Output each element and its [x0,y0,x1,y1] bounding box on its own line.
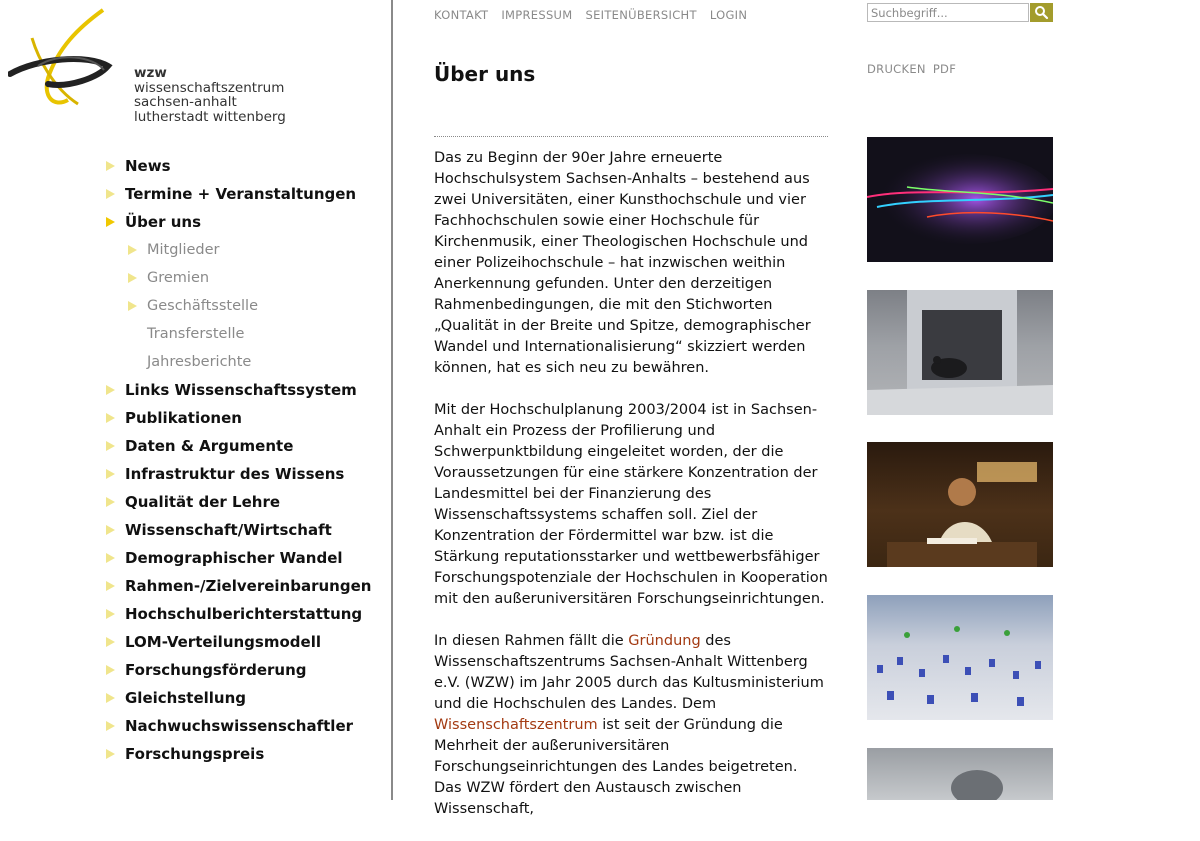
nav-arrow-icon [106,665,115,675]
nav-item-daten-argumente[interactable] [104,432,371,460]
nav-arrow-icon [106,581,115,591]
nav-item-gleichstellung[interactable] [104,684,371,712]
mouse-image [867,290,1053,415]
nav-link[interactable]: Über uns [125,213,201,231]
search-form [867,3,1053,22]
nav-item-rahmen-zielvereinbarungen[interactable] [104,572,371,600]
nav-item-geschaeftsstelle[interactable] [104,292,371,320]
paragraph-text: Das zu Beginn der 90er Jahre erneuerte Hochschulsystem Sachsen-Anhalts – bestehend aus zwei Universitäten, einer Kunsthochschule und vier Fachhochschulen sowie einer Hochschule für Kirchenmusik, einer Theologischen Hochschule und einer Polizeihochschule – hat inzwischen weithin Anerkennung gefunden. Unter den derzeitigen Rahmenbedingungen, die mit den Stichworten „Qualität in der Breite und Spitze, demographischer Wandel und Internationalisierung“ skizziert werden können, hat es sich neu zu bewähren. [434,150,811,376]
nav-item-publikationen[interactable] [104,404,371,432]
drucken-link[interactable]: DRUCKEN [867,62,926,76]
nav-link[interactable]: Demographischer Wandel [125,549,343,567]
nav-item-wissenschaft-wirtschaft[interactable] [104,516,371,544]
search-input[interactable] [867,3,1029,22]
nav-link[interactable]: Hochschulberichterstattung [125,605,363,623]
logo-text [134,66,298,124]
nav-arrow-icon [128,301,137,311]
nav-link[interactable]: Daten & Argumente [125,437,294,455]
nav-link[interactable]: Geschäftsstelle [147,298,258,314]
nav-item-transferstelle[interactable] [104,320,371,348]
inline-link-gruendung[interactable]: Gründung [628,633,701,649]
page-title: Über uns [434,62,536,86]
nav-link[interactable]: Wissenschaft/Wirtschaft [125,521,332,539]
article-body [434,148,828,841]
logo-text-line2: sachsen-anhalt [134,94,237,110]
paragraph-text: des Wissenschaftszentrums Sachsen-Anhalt Wittenberg e.V. (WZW) im Jahr 2005 durch das Kultusministerium und die Hochschulen des Landes. Dem [434,633,824,712]
site-logo[interactable] [8,8,298,125]
nav-item-demographischer-wandel[interactable] [104,544,371,572]
nav-item-forschungspreis[interactable] [104,740,371,768]
logo-text-line1: wissenschaftszentrum [134,79,285,96]
nav-link[interactable]: Rahmen-/Zielvereinbarungen [125,577,372,595]
nav-arrow-icon [106,637,115,647]
logo-mark [8,8,128,118]
nav-link[interactable]: Forschungspreis [125,745,265,763]
nav-arrow-icon [106,217,115,227]
body-paragraph [434,400,828,610]
light-trails-image [867,137,1053,262]
nav-item-infrastruktur-des-wissens[interactable] [104,460,371,488]
body-paragraph [434,148,828,379]
top-link-kontakt[interactable]: KONTAKT [434,8,489,22]
top-link-seitenuebersicht[interactable]: SEITENÜBERSICHT [585,8,697,22]
nav-link[interactable]: Mitglieder [147,242,220,258]
nav-arrow-icon [106,553,115,563]
nav-arrow-icon [106,609,115,619]
nav-arrow-icon [106,441,115,451]
nav-link[interactable]: Jahresberichte [147,354,252,370]
paragraph-text: ist seit der Gründung die Mehrheit der außeruniversitären Forschungseinrichtungen des Landes beigetreten. Das WZW fördert den Austausch zwischen Wissenschaft, [434,717,798,817]
nav-arrow-icon [106,385,115,395]
nav-item-jahresberichte[interactable] [104,348,371,376]
nav-arrow-icon [106,693,115,703]
print-links [867,62,963,76]
paragraph-text: Mit der Hochschulplanung 2003/2004 ist in Sachsen-Anhalt ein Prozess der Profilierung und Schwerpunktbildung eingeleitet worden, der die Voraussetzungen für eine stärkere Konzentration der Landesmittel bei der Finanzierung des Wissenschaftssystems schaffen soll. Ziel der Konzentration der Fördermittel war bzw. ist die Stärkung reputationsstarker und wettbewerbsfähiger Forschungspotenziale der Hochschulen in Kooperation mit den außeruniversitären Forschungseinrichtungen. [434,402,828,607]
top-links [434,8,760,22]
body-paragraph [434,631,828,820]
pdf-link[interactable]: PDF [932,62,957,76]
nav-link[interactable]: Publikationen [125,409,242,427]
nav-link[interactable]: Forschungsförderung [125,661,307,679]
nav-link[interactable]: Infrastruktur des Wissens [125,465,345,483]
main-navigation [104,152,371,768]
nav-link[interactable]: Links Wissenschaftssystem [125,381,357,399]
paragraph-text: In diesen Rahmen fällt die [434,633,629,649]
nav-arrow-icon [106,525,115,535]
nav-item-ueber-uns[interactable] [104,208,371,236]
nav-arrow-icon [128,245,137,255]
nav-arrow-icon [106,497,115,507]
nav-arrow-icon [106,161,115,171]
nav-link[interactable]: LOM-Verteilungsmodell [125,633,321,651]
column-divider [391,0,393,800]
top-link-impressum[interactable]: IMPRESSUM [501,8,573,22]
nav-link[interactable]: Gremien [147,270,210,286]
nav-arrow-icon [128,273,137,283]
nav-item-forschungsfoerderung[interactable] [104,656,371,684]
nav-arrow-icon [106,749,115,759]
title-divider [434,136,828,137]
inline-link-wissenschaftszentrum[interactable]: Wissenschaftszentrum [434,717,598,733]
nav-link[interactable]: Termine + Veranstaltungen [125,185,357,203]
top-link-login[interactable]: LOGIN [709,8,748,22]
logo-text-strong: wzw [134,65,167,81]
nav-link[interactable]: Nachwuchswissenschaftler [125,717,354,735]
left-column [0,0,390,800]
nav-link[interactable]: News [125,157,171,175]
nav-item-gremien[interactable] [104,264,371,292]
nav-item-links-wissenschaftssystem[interactable] [104,376,371,404]
nav-item-qualitaet-der-lehre[interactable] [104,488,371,516]
nav-item-mitglieder[interactable] [104,236,371,264]
nav-item-lom-verteilungsmodell[interactable] [104,628,371,656]
nav-arrow-icon [106,469,115,479]
nav-item-termine-veranstaltungen[interactable] [104,180,371,208]
nav-item-hochschulberichterstattung[interactable] [104,600,371,628]
lab-samples-image [867,595,1053,720]
nav-item-news[interactable] [104,152,371,180]
bottom-partial-image [867,748,1053,800]
nav-arrow-icon [106,413,115,423]
search-button[interactable] [1030,3,1053,22]
woman-reading-image [867,442,1053,567]
nav-link[interactable]: Qualität der Lehre [125,493,281,511]
nav-item-nachwuchswissenschaftler[interactable] [104,712,371,740]
nav-arrow-icon [106,189,115,199]
nav-link[interactable]: Gleichstellung [125,689,246,707]
logo-text-line3: lutherstadt wittenberg [134,108,286,125]
nav-link[interactable]: Transferstelle [147,326,245,342]
nav-arrow-icon [106,721,115,731]
search-icon [1030,3,1053,22]
